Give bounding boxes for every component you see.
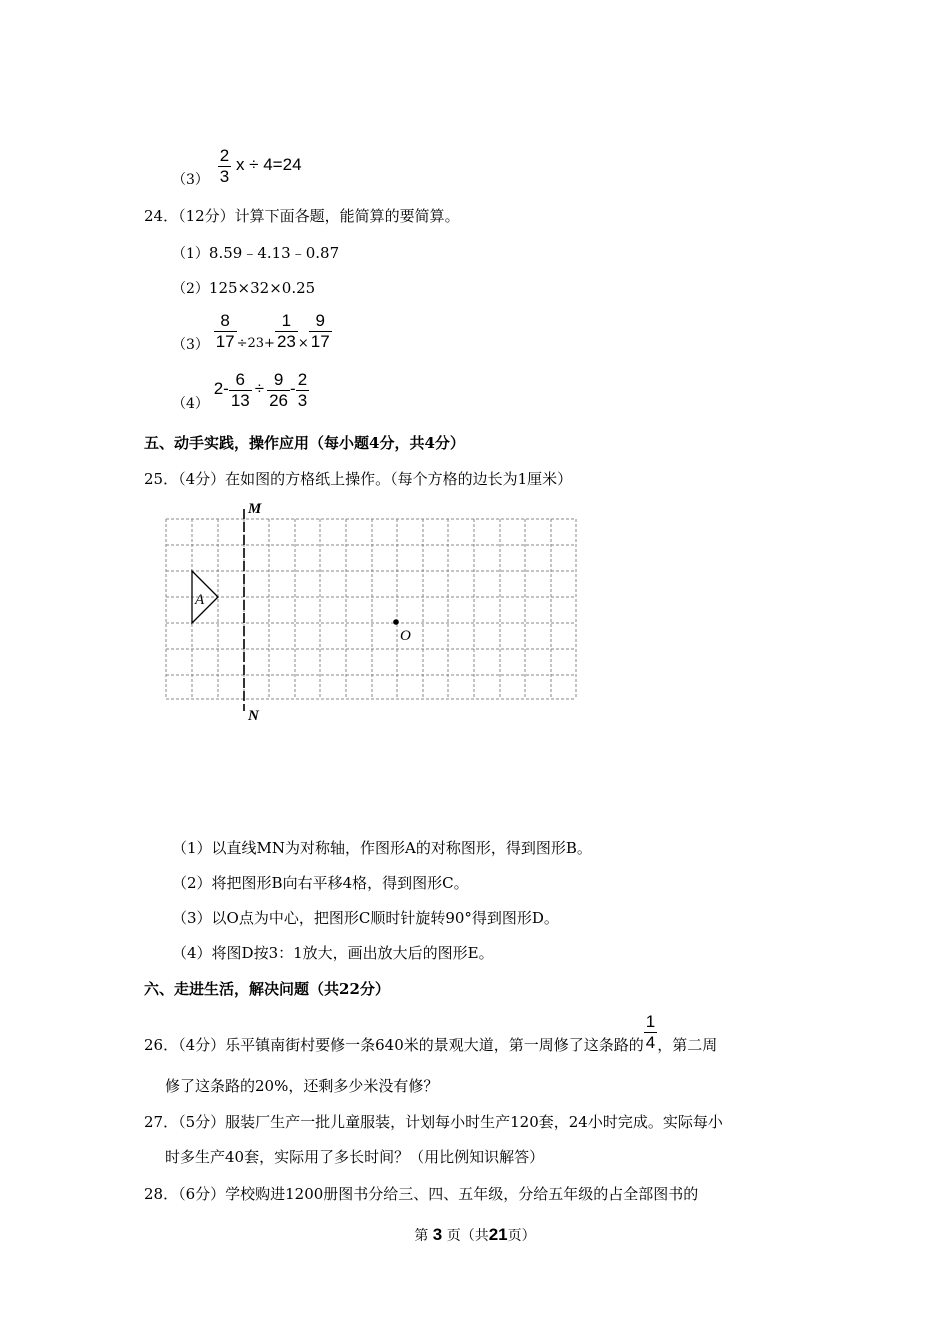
q24-item4: （4） 2- $\frac{6}{13}$ ÷ $\frac{9}{26}$ - $\frac{2}{3}$ — [172, 370, 308, 413]
page-footer: 第 3 页（共21页） — [414, 1225, 536, 1244]
q25-sub2: （2）将把图形B向右平移4格，得到图形C。 — [172, 874, 469, 892]
q27-line2: 时多生产40套，实际用了多长时间？（用比例知识解答） — [165, 1148, 545, 1166]
label-N: N — [248, 708, 259, 724]
fraction: $\frac{1}{4}$ — [645, 1012, 656, 1052]
item-label: （3） — [172, 172, 209, 189]
q25-header: 25．（4分）在如图的方格纸上操作。（每个方格的边长为1厘米） — [144, 470, 573, 488]
q26-line2: 修了这条路的20%，还剩多少米没有修？ — [165, 1077, 439, 1095]
q24-item3: （3） $\frac{8}{17}$ ÷23+ $\frac{1}{23}$ × $\frac{9}{17}$ — [172, 311, 330, 354]
q24-item2: （2）125×32×0.25 — [172, 279, 316, 297]
fraction: $\frac{8}{17}$ — [215, 311, 235, 351]
q27-line1: 27．（5分）服装厂生产一批儿童服装，计划每小时生产120套，24小时完成。实际每小 — [144, 1113, 723, 1131]
fraction: $\frac{2}{3}$ — [297, 370, 308, 410]
q24-header: 24．（12分）计算下面各题，能简算的要简算。 — [144, 207, 460, 225]
section-title: 六、走进生活，解决问题（共22分） — [144, 980, 390, 998]
label-A: A — [195, 592, 205, 608]
q26-line1: 26．（4分）乐平镇南街村要修一条640米的景观大道，第一周修了这条路的 $\frac{1}{4}$ ，第二周 — [144, 1012, 718, 1055]
q25-sub1: （1）以直线MN为对称轴，作图形A的对称图形，得到图形B。 — [172, 839, 592, 857]
label-O: O — [400, 628, 411, 644]
fraction: $\frac{9}{26}$ — [269, 370, 289, 410]
q28-line1: 28．（6分）学校购进1200册图书分给三、四、五年级，分给五年级的占全部图书的 — [144, 1185, 699, 1203]
q23-item3 — [172, 146, 302, 189]
q25-sub3: （3）以O点为中心，把图形C顺时针旋转90°得到图形D。 — [172, 909, 559, 927]
section-title: 五、动手实践，操作应用（每小题4分，共4分） — [144, 434, 465, 452]
equation-text: x ÷ 4=24 — [235, 155, 302, 175]
fraction: $\frac{2}{3}$ — [219, 146, 230, 186]
fraction: $\frac{1}{23}$ — [276, 311, 296, 351]
label-M: M — [248, 501, 262, 517]
q24-item1: （1）8.59﹣4.13﹣0.87 — [172, 244, 340, 262]
fraction: $\frac{9}{17}$ — [310, 311, 330, 351]
point-O — [393, 619, 399, 625]
fraction: $\frac{6}{13}$ — [230, 370, 250, 410]
q25-sub4: （4）将图D按3：1放大，画出放大后的图形E。 — [172, 944, 494, 962]
grid-figure — [150, 495, 590, 725]
